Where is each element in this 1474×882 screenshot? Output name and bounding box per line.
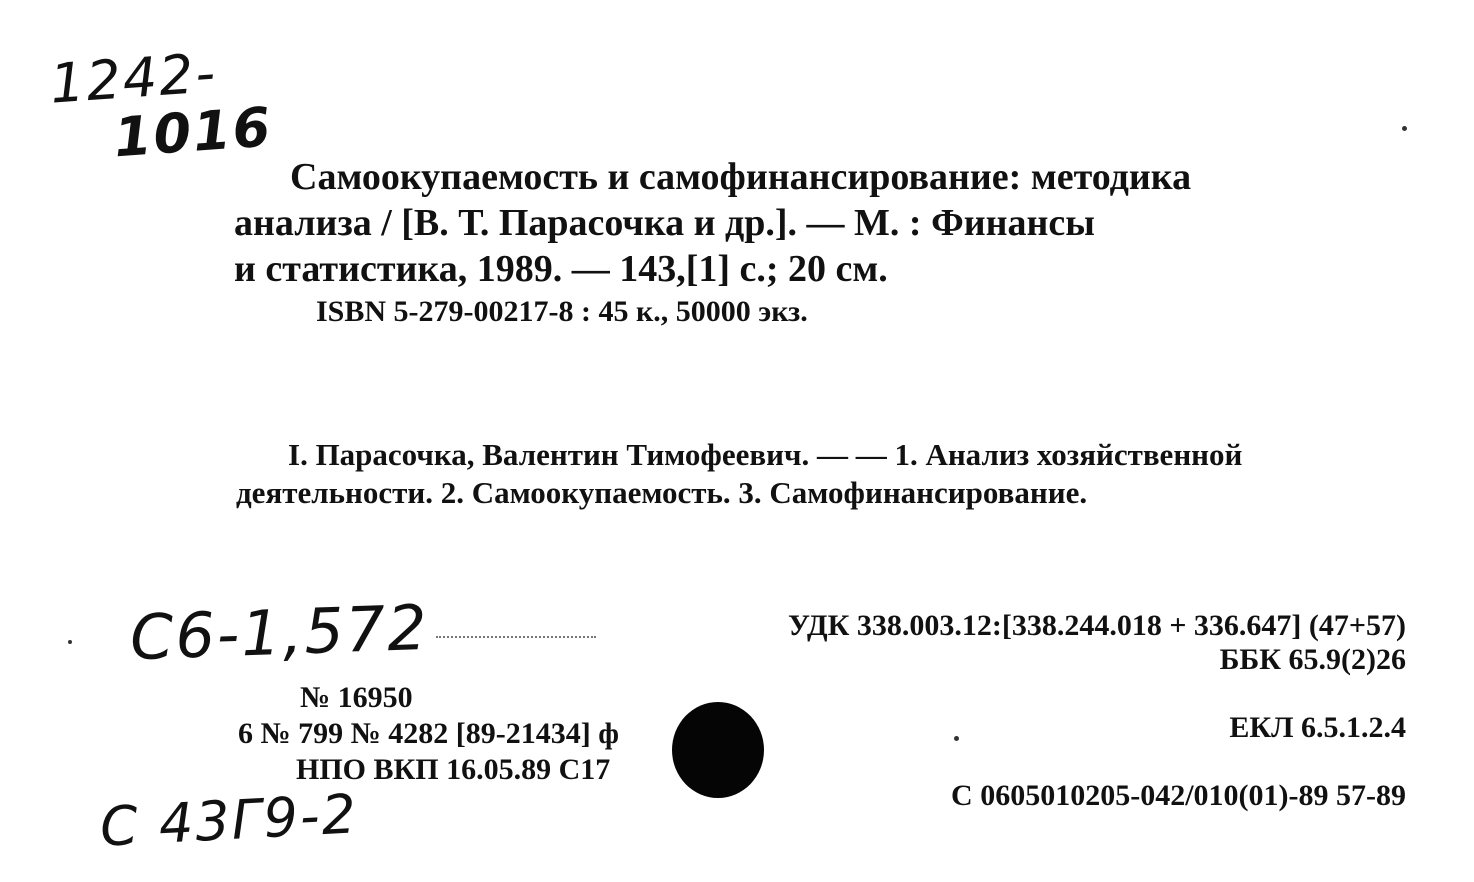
handwritten-line-2: 1016 [111,95,275,170]
subjects-line-1: I. Парасочка, Валентин Тимофеевич. — — 1. Анализ хозяйственной [288,437,1243,472]
bibliographic-entry [234,154,1400,292]
ink-speck [954,736,959,741]
dotted-divider [436,636,596,638]
registry-line-2: 6 № 799 № 4282 [89-21434] ф [238,717,620,750]
entry-title-line-3: и статистика, 1989. — 143,[1] с.; 20 см. [234,248,888,290]
registry-line-3: НПО ВКП 16.05.89 С17 [296,753,611,786]
udc-code: УДК 338.003.12:[338.244.018 + 336.647] (47+57) [787,609,1406,642]
entry-title-line-1: Самоокупаемость и самофинансирование: методика [290,156,1192,198]
handwritten-bottom-code: C 43Г9-2 [98,782,360,859]
ekl-code: ЕКЛ 6.5.1.2.4 [1229,711,1406,744]
isbn-line: ISBN 5-279-00217-8 : 45 к., 50000 экз. [316,295,808,328]
ink-blot [672,702,764,798]
subject-headings [236,436,1404,512]
ink-speck [1402,126,1407,131]
handwritten-call-number: C6-1,572 [128,590,430,675]
catalog-code: С 0605010205-042/010(01)-89 57-89 [951,779,1406,812]
handwritten-line-1: 1242- [48,41,219,116]
bbk-code: ББК 65.9(2)26 [1219,643,1406,676]
subjects-line-2: деятельности. 2. Самоокупаемость. 3. Самофинансирование. [236,475,1088,510]
ink-speck [68,640,72,644]
entry-title-line-2: анализа / [В. Т. Парасочка и др.]. — М. : Финансы [234,202,1095,244]
registry-number: № 16950 [300,681,413,714]
handwritten-shelf-number [48,41,274,172]
